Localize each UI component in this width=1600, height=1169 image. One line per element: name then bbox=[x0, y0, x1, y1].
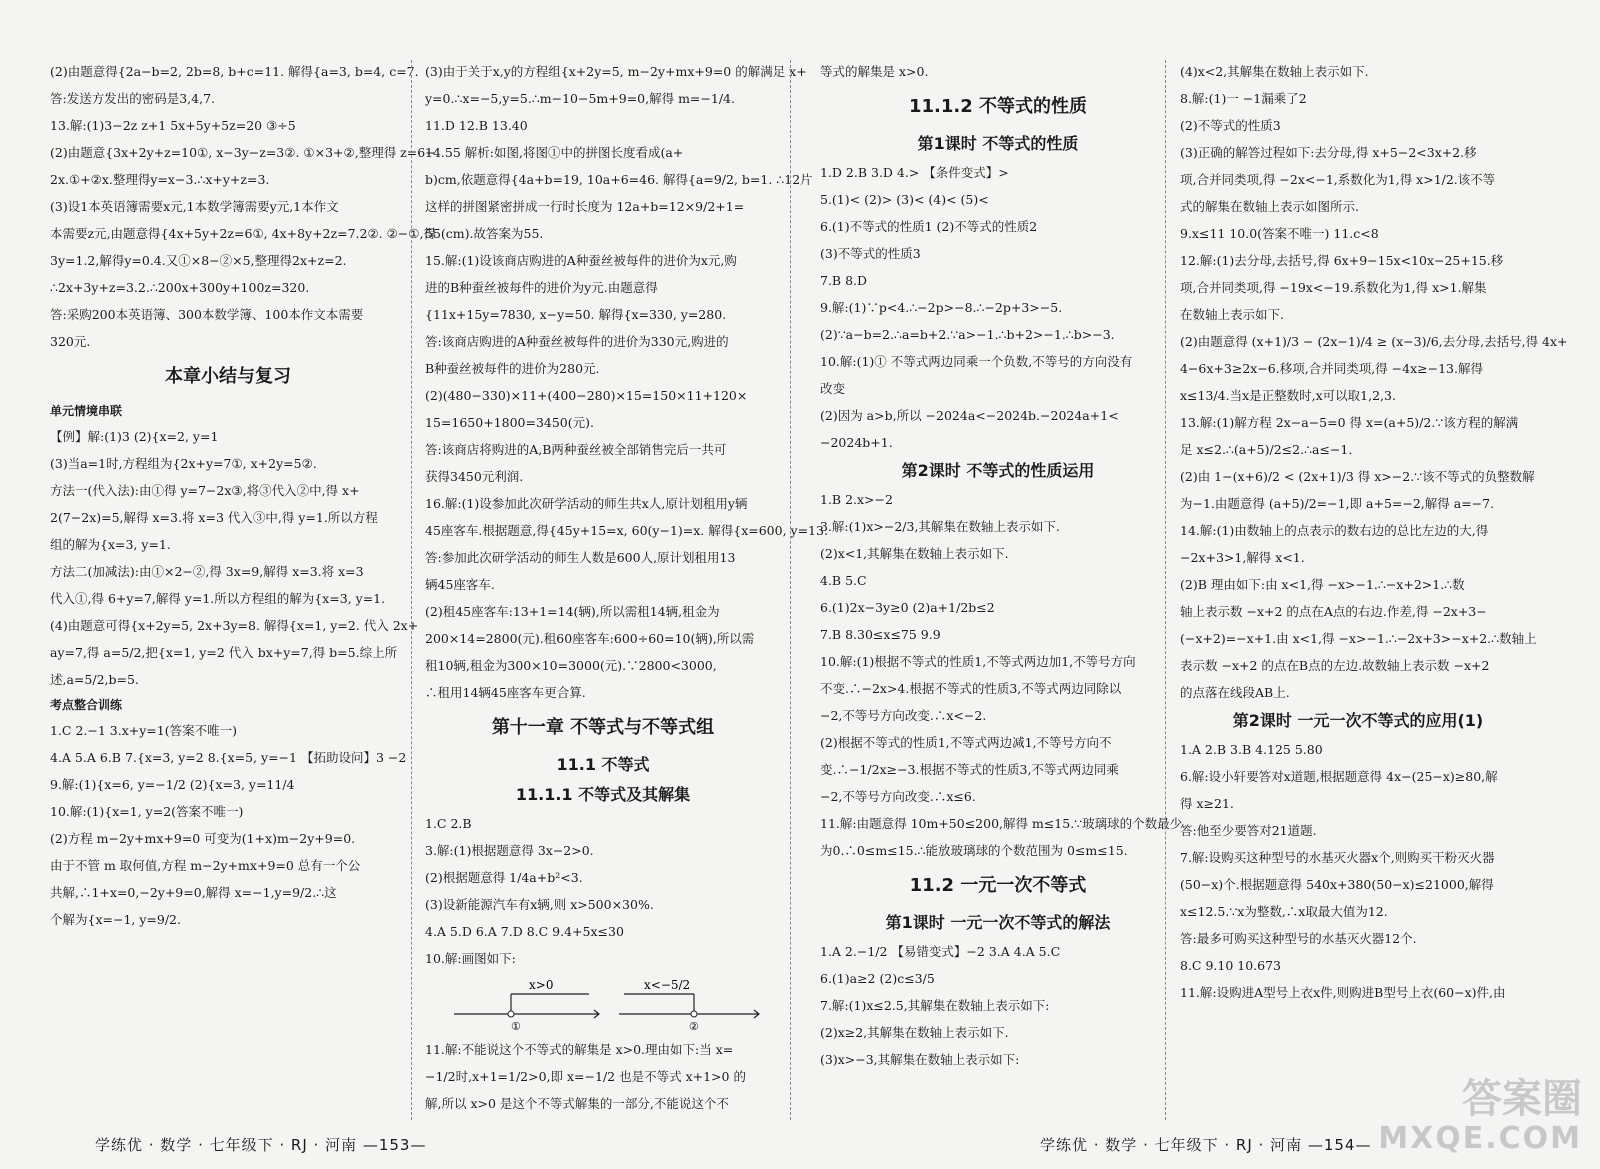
footer-right: 学练优 · 数学 · 七年级下 · RJ · 河南 —154— bbox=[1040, 1136, 1372, 1154]
text-line: −2024b+1. bbox=[820, 435, 893, 450]
text-line: 获得3450元利润. bbox=[425, 469, 524, 484]
text-line: 表示数 −x+2 的点在B点的左边.故数轴上表示数 −x+2 bbox=[1180, 658, 1490, 673]
text-line: 4.A 5.D 6.A 7.D 8.C 9.4+5x≤30 bbox=[425, 924, 624, 939]
text-line: 10.解:画图如下: bbox=[425, 951, 516, 966]
text-line: 3.解:(1)根据题意得 3x−2>0. bbox=[425, 843, 594, 858]
text-line: 9.x≤11 10.0(答案不唯一) 11.c<8 bbox=[1180, 226, 1379, 241]
text-line: 10.解:(1)根据不等式的性质1,不等式两边加1,不等号方向 bbox=[820, 654, 1136, 669]
text-line: 租10辆,租金为300×10=3000(元).∵2800<3000, bbox=[425, 658, 717, 673]
text-line: x≤13/4.当x是正整数时,x可以取1,2,3. bbox=[1180, 388, 1396, 403]
text-line: 11.D 12.B 13.40 bbox=[425, 118, 528, 133]
text-line: 1.A 2.−1/2 【易错变式】−2 3.A 4.A 5.C bbox=[820, 944, 1061, 959]
text-line: 等式的解集是 x>0. bbox=[820, 64, 929, 79]
text-line: 轴上表示数 −x+2 的点在A点的右边.作差,得 −2x+3− bbox=[1180, 604, 1487, 619]
text-line: 4.A 5.A 6.B 7.{x=3, y=2 8.{x=5, y=−1 【拓助设问】3 −2 bbox=[50, 750, 407, 765]
text-line: 为0.∴0≤m≤15.∴能放玻璃球的个数范围为 0≤m≤15. bbox=[820, 843, 1128, 858]
text-line: 14.55 解析:如图,将图①中的拼图长度看成(a+ bbox=[425, 145, 684, 160]
text-line: (3)正确的解答过程如下:去分母,得 x+5−2<3x+2.移 bbox=[1180, 145, 1477, 160]
right-page bbox=[800, 0, 1600, 1169]
text-line: ay=7,得 a=5/2,把{x=1, y=2 代入 bx+y=7,得 b=5.综上所 bbox=[50, 645, 398, 660]
page-gutter bbox=[790, 60, 791, 1120]
text-line: 改变 bbox=[820, 381, 846, 396]
text-line: 13.解:(1)3−2z z+1 5x+5y+5z=20 ③÷5 bbox=[50, 118, 296, 133]
text-line: 答:采购200本英语簿、300本数学簿、100本作文本需要 bbox=[50, 307, 364, 322]
text-line: 式的解集在数轴上表示如图所示. bbox=[1180, 199, 1359, 214]
column-1 bbox=[50, 58, 436, 933]
text-line: (2)由题意得 (x+1)/3 − (2x−1)/4 ≥ (x−3)/6,去分母,去括号,得 4x+ bbox=[1180, 334, 1568, 349]
text-line: 本需要z元,由题意得{4x+5y+2z=6①, 4x+8y+2z=7.2②. ②−①,得 bbox=[50, 226, 436, 241]
text-line: −2x+3>1,解得 x<1. bbox=[1180, 550, 1305, 565]
text-line: b)cm,依题意得{4a+b=19, 10a+6=46. 解得{a=9/2, b=1. ∴12片 bbox=[425, 172, 813, 187]
text-line: 答:该商店将购进的A,B两种蚕丝被全部销售完后一共可 bbox=[425, 442, 727, 457]
watermark-url: MXQE.COM bbox=[1378, 1121, 1582, 1156]
watermark bbox=[1378, 1076, 1582, 1159]
text-line: −2,不等号方向改变.∴x<−2. bbox=[820, 708, 987, 723]
text-line: (4)x<2,其解集在数轴上表示如下. bbox=[1180, 64, 1369, 79]
text-line: 答:参加此次研学活动的师生人数是600人,原计划租用13 bbox=[425, 550, 736, 565]
text-line: 【例】解:(1)3 (2){x=2, y=1 bbox=[50, 429, 219, 444]
text-line: 1.C 2.−1 3.x+y=1(答案不唯一) bbox=[50, 723, 237, 738]
text-line: 为−1.由题意得 (a+5)/2=−1,即 a+5=−2,解得 a=−7. bbox=[1180, 496, 1495, 511]
lesson-2-title: 第2课时 不等式的性质运用 bbox=[901, 461, 1095, 480]
text-line: (3)x>−3,其解集在数轴上表示如下: bbox=[820, 1052, 1020, 1067]
text-line: 11.解:设购进A型号上衣x件,则购进B型号上衣(60−x)件,由 bbox=[1180, 985, 1506, 1000]
text-line: (3)由于关于x,y的方程组{x+2y=5, m−2y+mx+9=0 的解满足 x+ bbox=[425, 64, 807, 79]
text-line: (2)方程 m−2y+mx+9=0 可变为(1+x)m−2y+9=0. bbox=[50, 831, 356, 846]
text-line: 8.解:(1)一 −1漏乘了2 bbox=[1180, 91, 1307, 106]
lesson-1-title: 第1课时 不等式的性质 bbox=[917, 134, 1079, 153]
text-line: 答:最多可购买这种型号的水基灭火器12个. bbox=[1180, 931, 1417, 946]
text-line: 10.解:(1)① 不等式两边同乘一个负数,不等号的方向没有 bbox=[820, 354, 1133, 369]
column-3 bbox=[820, 58, 1183, 1073]
text-line: (3)设新能源汽车有x辆,则 x>500×30%. bbox=[425, 897, 654, 912]
text-line: 答:他至少要答对21道题. bbox=[1180, 823, 1317, 838]
text-line: (2)x≥2,其解集在数轴上表示如下. bbox=[820, 1025, 1009, 1040]
text-line: 12.解:(1)去分母,去括号,得 6x+9−15x<10x−25+15.移 bbox=[1180, 253, 1504, 268]
subheading-unit-context: 单元情境串联 bbox=[50, 404, 123, 418]
text-line: (2)B 理由如下:由 x<1,得 −x>−1.∴−x+2>1.∴数 bbox=[1180, 577, 1465, 592]
text-line: 15.解:(1)设该商店购进的A种蚕丝被每件的进价为x元,购 bbox=[425, 253, 737, 268]
text-line: (2)由题意{3x+2y+z=10①, x−3y−z=3②. ①×3+②,整理得 z=6− bbox=[50, 145, 436, 160]
text-line: 1.A 2.B 3.B 4.125 5.80 bbox=[1180, 742, 1323, 757]
text-line: 进的B种蚕丝被每件的进价为y元.由题意得 bbox=[425, 280, 658, 295]
column-divider bbox=[411, 60, 412, 1120]
text-line: 55(cm).故答案为55. bbox=[425, 226, 544, 241]
text-line: 辆45座客车. bbox=[425, 577, 495, 592]
lesson-1-solve-title: 第1课时 一元一次不等式的解法 bbox=[885, 913, 1111, 932]
text-line: 4.B 5.C bbox=[820, 573, 867, 588]
number-line-label-1: x>0 bbox=[529, 978, 554, 992]
text-line: x≤12.5.∵x为整数,∴x取最大值为12. bbox=[1180, 904, 1388, 919]
text-line: −2,不等号方向改变.∴x≤6. bbox=[820, 789, 976, 804]
text-line: (2)根据不等式的性质1,不等式两边减1,不等号方向不 bbox=[820, 735, 1112, 750]
subheading-integration-training: 考点整合训练 bbox=[50, 698, 123, 712]
text-line: 个解为{x=−1, y=9/2. bbox=[50, 912, 181, 927]
text-line: (2)租45座客车:13+1=14(辆),所以需租14辆,租金为 bbox=[425, 604, 720, 619]
text-line: 足 x≤2.∴(a+5)/2≤2.∴a≤−1. bbox=[1180, 442, 1353, 457]
text-line: 方法一(代入法):由①得 y=7−2x③,将③代入②中,得 x+ bbox=[50, 483, 360, 498]
text-line: 得 x≥21. bbox=[1180, 796, 1234, 811]
figure-label-1: ① bbox=[511, 1020, 521, 1033]
text-line: (2)因为 a>b,所以 −2024a<−2024b.−2024a+1< bbox=[820, 408, 1119, 423]
text-line: 不变.∴−2x>4.根据不等式的性质3,不等式两边同除以 bbox=[820, 681, 1122, 696]
text-line: 答:发送方发出的密码是3,4,7. bbox=[50, 91, 215, 106]
text-line: 组的解为{x=3, y=1. bbox=[50, 537, 171, 552]
number-line-figure bbox=[449, 974, 769, 1034]
text-line: (2)∵a−b=2.∴a=b+2.∵a>−1.∴b+2>−1.∴b>−3. bbox=[820, 327, 1115, 342]
text-line: 这样的拼图紧密拼成一行时长度为 12a+b=12×9/2+1= bbox=[425, 199, 745, 214]
text-line: 11.解:不能说这个不等式的解集是 x>0.理由如下:当 x= bbox=[425, 1042, 734, 1057]
text-line: 代入①,得 6+y=7,解得 y=1.所以方程组的解为{x=3, y=1. bbox=[50, 591, 386, 606]
text-line: 4−6x+3≥2x−6.移项,合并同类项,得 −4x≥−13.解得 bbox=[1180, 361, 1483, 376]
lesson-2-application-title: 第2课时 一元一次不等式的应用(1) bbox=[1232, 711, 1484, 730]
column-4 bbox=[1180, 58, 1568, 1006]
text-line: (2)由 1−(x+6)/2 < (2x+1)/3 得 x>−2.∵该不等式的负整数解 bbox=[1180, 469, 1535, 484]
section-11-1-2-title: 11.1.2 不等式的性质 bbox=[908, 96, 1088, 117]
text-line: 2x.①+②x.整理得y=x−3.∴x+y+z=3. bbox=[50, 172, 270, 187]
text-line: 7.B 8.30≤x≤75 9.9 bbox=[820, 627, 941, 642]
section-11-1-1-title: 11.1.1 不等式及其解集 bbox=[515, 785, 691, 804]
text-line: 项,合并同类项,得 −2x<−1,系数化为1,得 x>1/2.该不等 bbox=[1180, 172, 1496, 187]
text-line: 3.解:(1)x>−2/3,其解集在数轴上表示如下. bbox=[820, 519, 1060, 534]
chapter-review-heading: 本章小结与复习 bbox=[165, 366, 291, 387]
text-line: 16.解:(1)设参加此次研学活动的师生共x人,原计划租用y辆 bbox=[425, 496, 748, 511]
text-line: (3)当a=1时,方程组为{2x+y=7①, x+2y=5②. bbox=[50, 456, 317, 471]
text-line: 8.C 9.10 10.673 bbox=[1180, 958, 1282, 973]
text-line: (2)(480−330)×11+(400−280)×15=150×11+120× bbox=[425, 388, 748, 403]
text-line: (50−x)个.根据题意得 540x+380(50−x)≤21000,解得 bbox=[1180, 877, 1494, 892]
text-line: 的点落在线段AB上. bbox=[1180, 685, 1290, 700]
column-2 bbox=[425, 58, 828, 1117]
text-line: (−x+2)=−x+1.由 x<1,得 −x>−1.∴−2x+3>−x+2.∴数轴上 bbox=[1180, 631, 1537, 646]
text-line: 答:该商店购进的A种蚕丝被每件的进价为330元,购进的 bbox=[425, 334, 729, 349]
text-line: (2)根据题意得 1/4a+b²<3. bbox=[425, 870, 583, 885]
text-line: 方法二(加减法):由①×2−②,得 3x=9,解得 x=3.将 x=3 bbox=[50, 564, 364, 579]
text-line: 2(7−2x)=5,解得 x=3.将 x=3 代入③中,得 y=1.所以方程 bbox=[50, 510, 378, 525]
text-line: 15=1650+1800=3450(元). bbox=[425, 415, 594, 430]
text-line: 解,所以 x>0 是这个不等式解集的一部分,不能说这个不 bbox=[425, 1096, 729, 1111]
text-line: (3)不等式的性质3 bbox=[820, 246, 921, 261]
text-line: 变.∴−1/2x≥−3.根据不等式的性质3,不等式两边同乘 bbox=[820, 762, 1119, 777]
text-line: 11.解:由题意得 10m+50≤200,解得 m≤15.∵玻璃球的个数最少 bbox=[820, 816, 1183, 831]
text-line: 6.解:设小轩要答对x道题,根据题意得 4x−(25−x)≥80,解 bbox=[1180, 769, 1498, 784]
text-line: 1.C 2.B bbox=[425, 816, 472, 831]
text-line: (2)不等式的性质3 bbox=[1180, 118, 1281, 133]
text-line: −1/2时,x+1=1/2>0,即 x=−1/2 也是不等式 x+1>0 的 bbox=[425, 1069, 746, 1084]
text-line: 述,a=5/2,b=5. bbox=[50, 672, 139, 687]
text-line: 14.解:(1)由数轴上的点表示的数右边的总比左边的大,得 bbox=[1180, 523, 1489, 538]
text-line: 由于不管 m 取何值,方程 m−2y+mx+9=0 总有一个公 bbox=[50, 858, 361, 873]
text-line: 3y=1.2,解得y=0.4.又①×8−②×5,整理得2x+z=2. bbox=[50, 253, 347, 268]
watermark-brand: 答案圈 bbox=[1462, 1076, 1582, 1122]
text-line: ∴2x+3y+z=3.2.∴200x+300y+100z=320. bbox=[50, 280, 310, 295]
text-line: 320元. bbox=[50, 334, 91, 349]
text-line: 7.B 8.D bbox=[820, 273, 868, 288]
text-line: 1.D 2.B 3.D 4.> 【条件变式】> bbox=[820, 165, 1009, 180]
chapter-title: 第十一章 不等式与不等式组 bbox=[491, 717, 715, 738]
text-line: 9.解:(1)∵p<4.∴−2p>−8.∴−2p+3>−5. bbox=[820, 300, 1063, 315]
text-line: (2)x<1,其解集在数轴上表示如下. bbox=[820, 546, 1009, 561]
section-11-1-title: 11.1 不等式 bbox=[556, 755, 650, 774]
text-line: y=0.∴x=−5,y=5.∴m−10−5m+9=0,解得 m=−1/4. bbox=[425, 91, 735, 106]
text-line: 10.解:(1){x=1, y=2(答案不唯一) bbox=[50, 804, 244, 819]
text-line: 200×14=2800(元).租60座客车:600÷60=10(辆),所以需 bbox=[425, 631, 755, 646]
text-line: 6.(1)a≥2 (2)c≤3/5 bbox=[820, 971, 935, 986]
number-line-label-2: x<−5/2 bbox=[644, 978, 691, 992]
text-line: ∴租用14辆45座客车更合算. bbox=[425, 685, 586, 700]
section-11-2-title: 11.2 一元一次不等式 bbox=[909, 875, 1087, 896]
text-line: 6.(1)不等式的性质1 (2)不等式的性质2 bbox=[820, 219, 1038, 234]
text-line: 13.解:(1)解方程 2x−a−5=0 得 x=(a+5)/2.∵该方程的解满 bbox=[1180, 415, 1519, 430]
text-line: 9.解:(1){x=6, y=−1/2 (2){x=3, y=11/4 bbox=[50, 777, 295, 792]
text-line: 1.B 2.x>−2 bbox=[820, 492, 893, 507]
column-divider-right bbox=[1165, 60, 1166, 1120]
text-line: 5.(1)< (2)> (3)< (4)< (5)< bbox=[820, 192, 989, 207]
text-line: 7.解:设购买这种型号的水基灭火器x个,则购买干粉灭火器 bbox=[1180, 850, 1495, 865]
text-line: (4)由题意可得{x+2y=5, 2x+3y=8. 解得{x=1, y=2. 代入 2x+ bbox=[50, 618, 419, 633]
text-line: 6.(1)2x−3y≥0 (2)a+1/2b≤2 bbox=[820, 600, 995, 615]
footer-left: 学练优 · 数学 · 七年级下 · RJ · 河南 —153— bbox=[95, 1136, 427, 1154]
text-line: 7.解:(1)x≤2.5,其解集在数轴上表示如下: bbox=[820, 998, 1050, 1013]
text-line: 45座客车.根据题意,得{45y+15=x, 60(y−1)=x. 解得{x=600, y=13. bbox=[425, 523, 828, 538]
text-line: B种蚕丝被每件的进价为280元. bbox=[425, 361, 600, 376]
text-line: {11x+15y=7830, x−y=50. 解得{x=330, y=280. bbox=[425, 307, 727, 322]
figure-label-2: ② bbox=[689, 1020, 699, 1033]
text-line: 项,合并同类项,得 −19x<−19.系数化为1,得 x>1.解集 bbox=[1180, 280, 1487, 295]
text-line: (2)由题意得{2a−b=2, 2b=8, b+c=11. 解得{a=3, b=4, c=7. bbox=[50, 64, 419, 79]
text-line: 共解,∴1+x=0,−2y+9=0,解得 x=−1,y=9/2.∴这 bbox=[50, 885, 337, 900]
text-line: (3)设1本英语簿需要x元,1本数学簿需要y元,1本作文 bbox=[50, 199, 339, 214]
text-line: 在数轴上表示如下. bbox=[1180, 307, 1284, 322]
